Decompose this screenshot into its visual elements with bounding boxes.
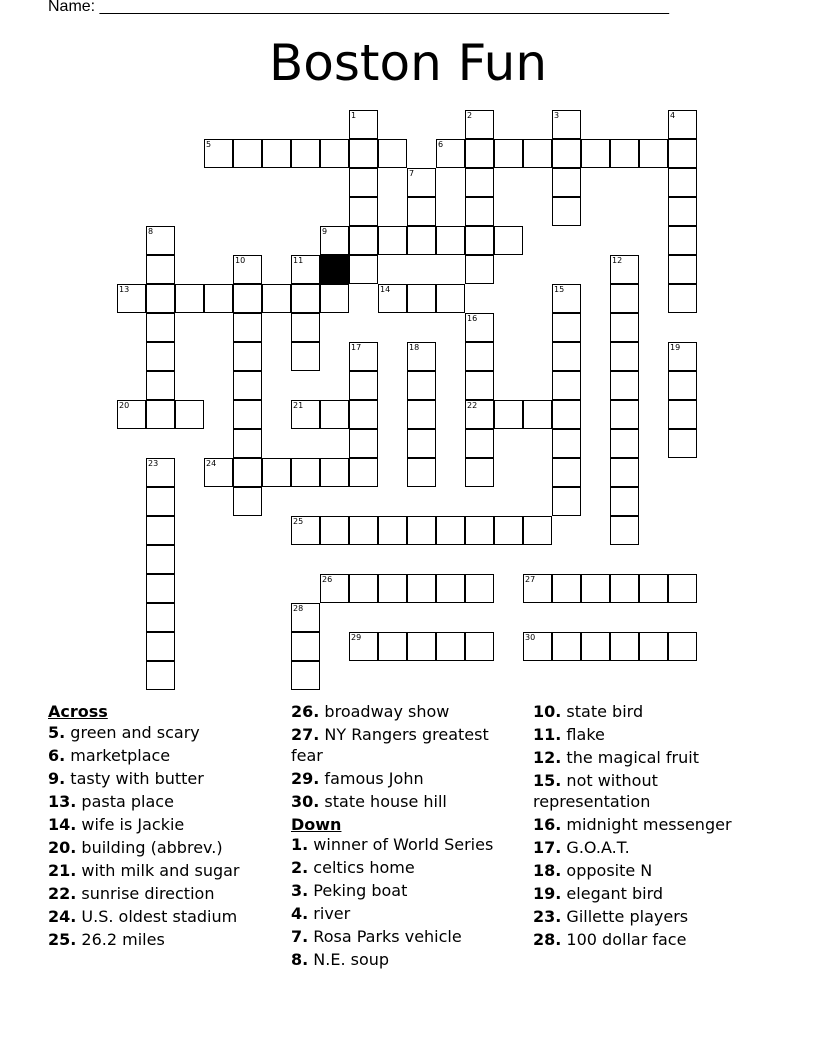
- clue-item-number: 22.: [48, 883, 77, 903]
- grid-cell[interactable]: [291, 255, 320, 284]
- grid-cell[interactable]: [465, 110, 494, 139]
- clue-number: 5: [206, 140, 212, 149]
- clue-number: 21: [293, 401, 304, 410]
- grid-cell[interactable]: [320, 458, 349, 487]
- clue-item-number: 25.: [48, 929, 77, 949]
- grid-cell[interactable]: [494, 516, 523, 545]
- grid-cell[interactable]: [668, 139, 697, 168]
- grid-cell[interactable]: [610, 632, 639, 661]
- grid-cell[interactable]: [610, 255, 639, 284]
- clue-number: 3: [554, 111, 560, 120]
- grid-cell[interactable]: [552, 284, 581, 313]
- clue-number: 6: [438, 140, 444, 149]
- grid-cell[interactable]: [668, 110, 697, 139]
- clue-item-text: elegant bird: [561, 883, 664, 903]
- grid-cell[interactable]: [552, 313, 581, 342]
- grid-cell[interactable]: [523, 632, 552, 661]
- grid-cell[interactable]: [378, 574, 407, 603]
- grid-cell[interactable]: [291, 603, 320, 632]
- grid-cell[interactable]: [262, 139, 291, 168]
- clue-item-number: 2.: [291, 858, 309, 877]
- grid-cell[interactable]: [233, 284, 262, 313]
- grid-cell[interactable]: [407, 226, 436, 255]
- clue-item-number: 14.: [48, 814, 77, 834]
- grid-cell[interactable]: [523, 139, 552, 168]
- grid-cell[interactable]: [581, 139, 610, 168]
- clue-item: [533, 861, 765, 882]
- clue-number: 12: [612, 256, 623, 265]
- clue-item-number: 12.: [533, 748, 562, 767]
- grid-cell[interactable]: [349, 574, 378, 603]
- clue-item-text: 100 dollar face: [561, 929, 687, 949]
- grid-cell[interactable]: [146, 661, 175, 690]
- grid-cell[interactable]: [465, 400, 494, 429]
- clue-item-text: tasty with butter: [65, 768, 204, 788]
- clue-item-text: not without representation: [533, 771, 658, 811]
- clue-item-text: NY Rangers greatest fear: [291, 725, 489, 765]
- grid-cell[interactable]: [407, 516, 436, 545]
- clue-item: [291, 835, 523, 856]
- clue-item: [533, 815, 765, 836]
- clue-number: 19: [670, 343, 681, 352]
- grid-cell[interactable]: [291, 632, 320, 661]
- clue-item: [533, 748, 765, 769]
- grid-cell[interactable]: [291, 313, 320, 342]
- grid-cell[interactable]: [465, 458, 494, 487]
- black-square: [320, 255, 349, 284]
- grid-cell[interactable]: [378, 632, 407, 661]
- grid-cell[interactable]: [349, 139, 378, 168]
- grid-cell[interactable]: [204, 139, 233, 168]
- grid-cell[interactable]: [320, 400, 349, 429]
- clue-item-number: 27.: [291, 725, 320, 744]
- clue-item-text: G.O.A.T.: [561, 837, 630, 857]
- clue-item: [533, 725, 765, 746]
- clue-item-number: 15.: [533, 771, 562, 790]
- grid-cell[interactable]: [436, 516, 465, 545]
- clue-item: [48, 907, 280, 928]
- clue-number: 2: [467, 111, 473, 120]
- grid-cell[interactable]: [639, 632, 668, 661]
- grid-cell[interactable]: [146, 574, 175, 603]
- clue-item: [291, 858, 523, 879]
- clue-number: 23: [148, 459, 159, 468]
- clue-number: 25: [293, 517, 304, 526]
- clue-item-number: 1.: [291, 835, 309, 854]
- clue-item-text: Rosa Parks vehicle: [308, 927, 462, 946]
- grid-cell[interactable]: [291, 400, 320, 429]
- clue-item: [291, 950, 523, 971]
- clue-item-text: midnight messenger: [561, 814, 732, 834]
- grid-cell[interactable]: [465, 342, 494, 371]
- grid-cell[interactable]: [233, 139, 262, 168]
- grid-cell[interactable]: [378, 139, 407, 168]
- clue-item-number: 28.: [533, 929, 562, 949]
- grid-cell[interactable]: [146, 545, 175, 574]
- clue-item-text: building (abbrev.): [76, 837, 223, 857]
- clue-item-number: 23.: [533, 906, 562, 926]
- grid-cell[interactable]: [291, 458, 320, 487]
- grid-cell[interactable]: [552, 168, 581, 197]
- grid-cell[interactable]: [349, 458, 378, 487]
- grid-cell[interactable]: [378, 516, 407, 545]
- grid-cell[interactable]: [233, 313, 262, 342]
- grid-cell[interactable]: [407, 284, 436, 313]
- grid-cell[interactable]: [668, 371, 697, 400]
- clue-item-number: 20.: [48, 837, 77, 857]
- grid-cell[interactable]: [610, 139, 639, 168]
- clue-item: [48, 769, 280, 790]
- grid-cell[interactable]: [320, 226, 349, 255]
- clue-item-number: 26.: [291, 702, 320, 721]
- grid-cell[interactable]: [436, 284, 465, 313]
- grid-cell[interactable]: [407, 429, 436, 458]
- clue-item-text: with milk and sugar: [76, 860, 240, 880]
- clue-item: [533, 771, 765, 812]
- grid-cell[interactable]: [349, 110, 378, 139]
- clue-column-3: [533, 702, 765, 953]
- grid-cell[interactable]: [494, 139, 523, 168]
- across-header: Across: [48, 702, 108, 721]
- grid-cell[interactable]: [146, 371, 175, 400]
- grid-cell[interactable]: [233, 429, 262, 458]
- grid-cell[interactable]: [349, 400, 378, 429]
- clue-item-number: 6.: [48, 745, 66, 765]
- grid-cell[interactable]: [262, 284, 291, 313]
- grid-cell[interactable]: [581, 632, 610, 661]
- grid-cell[interactable]: [407, 197, 436, 226]
- clue-item: [533, 884, 765, 905]
- clue-item-number: 8.: [291, 950, 309, 969]
- clue-item-number: 29.: [291, 768, 320, 788]
- clue-number: 29: [351, 633, 362, 642]
- grid-cell[interactable]: [668, 284, 697, 313]
- clue-item-number: 13.: [48, 791, 77, 811]
- clue-number: 30: [525, 633, 536, 642]
- clue-item-number: 19.: [533, 883, 562, 903]
- grid-cell[interactable]: [291, 139, 320, 168]
- clue-number: 16: [467, 314, 478, 323]
- grid-cell[interactable]: [610, 458, 639, 487]
- grid-cell[interactable]: [436, 574, 465, 603]
- clue-item-text: state house hill: [319, 791, 447, 811]
- grid-cell[interactable]: [378, 284, 407, 313]
- clue-item-text: the magical fruit: [561, 748, 699, 767]
- grid-cell[interactable]: [465, 371, 494, 400]
- clue-item-number: 3.: [291, 881, 309, 900]
- clue-item-number: 16.: [533, 814, 562, 834]
- clue-item-text: sunrise direction: [76, 883, 215, 903]
- grid-cell[interactable]: [552, 342, 581, 371]
- grid-cell[interactable]: [668, 429, 697, 458]
- grid-cell[interactable]: [523, 400, 552, 429]
- clue-item-text: green and scary: [65, 722, 200, 742]
- grid-cell[interactable]: [494, 226, 523, 255]
- clue-item: [48, 861, 280, 882]
- grid-cell[interactable]: [146, 400, 175, 429]
- clue-item: [291, 769, 523, 790]
- grid-cell[interactable]: [349, 429, 378, 458]
- grid-cell[interactable]: [668, 226, 697, 255]
- clue-item-text: N.E. soup: [308, 950, 390, 969]
- grid-cell[interactable]: [407, 168, 436, 197]
- clue-item-text: flake: [561, 725, 605, 744]
- grid-cell[interactable]: [552, 197, 581, 226]
- grid-cell[interactable]: [552, 632, 581, 661]
- clue-item-text: river: [308, 904, 351, 923]
- grid-cell[interactable]: [117, 284, 146, 313]
- clue-number: 13: [119, 285, 130, 294]
- grid-cell[interactable]: [117, 400, 146, 429]
- clue-item: [48, 930, 280, 951]
- grid-cell[interactable]: [610, 516, 639, 545]
- grid-cell[interactable]: [349, 197, 378, 226]
- clue-number: 14: [380, 285, 391, 294]
- clue-item-number: 30.: [291, 791, 320, 811]
- grid-cell[interactable]: [407, 632, 436, 661]
- grid-cell[interactable]: [552, 139, 581, 168]
- clue-item-number: 10.: [533, 702, 562, 721]
- clue-item-text: U.S. oldest stadium: [76, 906, 238, 926]
- clue-number: 7: [409, 169, 415, 178]
- grid-cell[interactable]: [349, 632, 378, 661]
- clue-item: [48, 792, 280, 813]
- grid-cell[interactable]: [349, 168, 378, 197]
- clue-item-text: famous John: [319, 768, 424, 788]
- clue-item-number: 9.: [48, 768, 66, 788]
- grid-cell[interactable]: [291, 516, 320, 545]
- clue-item-number: 4.: [291, 904, 309, 923]
- clue-item-number: 18.: [533, 860, 562, 880]
- clue-item: [48, 884, 280, 905]
- grid-cell[interactable]: [233, 255, 262, 284]
- clue-item-text: 26.2 miles: [76, 929, 165, 949]
- clue-number: 17: [351, 343, 362, 352]
- clue-number: 20: [119, 401, 130, 410]
- grid-cell[interactable]: [523, 574, 552, 603]
- clue-item: [291, 904, 523, 925]
- grid-cell[interactable]: [668, 632, 697, 661]
- grid-cell[interactable]: [668, 168, 697, 197]
- down-header: Down: [291, 814, 342, 834]
- clue-item-text: wife is Jackie: [76, 814, 185, 834]
- grid-cell[interactable]: [552, 110, 581, 139]
- clue-number: 26: [322, 575, 333, 584]
- grid-cell[interactable]: [610, 574, 639, 603]
- clue-item: [291, 792, 523, 813]
- grid-cell[interactable]: [407, 458, 436, 487]
- clue-number: 8: [148, 227, 154, 236]
- grid-cell[interactable]: [465, 429, 494, 458]
- grid-cell[interactable]: [465, 139, 494, 168]
- clue-item-text: pasta place: [76, 791, 174, 811]
- clue-column-1: [48, 702, 280, 953]
- grid-cell[interactable]: [146, 255, 175, 284]
- grid-cell[interactable]: [349, 342, 378, 371]
- grid-cell[interactable]: [146, 226, 175, 255]
- grid-cell[interactable]: [465, 168, 494, 197]
- clue-item-number: 17.: [533, 837, 562, 857]
- grid-cell[interactable]: [320, 284, 349, 313]
- grid-cell[interactable]: [610, 284, 639, 313]
- grid-cell[interactable]: [436, 226, 465, 255]
- grid-cell[interactable]: [407, 400, 436, 429]
- clue-number: 4: [670, 111, 676, 120]
- clue-item-text: Peking boat: [308, 881, 408, 900]
- grid-cell[interactable]: [610, 400, 639, 429]
- grid-cell[interactable]: [465, 313, 494, 342]
- grid-cell[interactable]: [610, 371, 639, 400]
- clue-item-number: 11.: [533, 725, 562, 744]
- grid-cell[interactable]: [552, 371, 581, 400]
- clue-item: [533, 930, 765, 951]
- page-title: Boston Fun: [268, 34, 548, 92]
- grid-cell[interactable]: [291, 342, 320, 371]
- clue-item: [291, 927, 523, 948]
- grid-cell[interactable]: [233, 487, 262, 516]
- grid-cell[interactable]: [523, 516, 552, 545]
- grid-cell[interactable]: [465, 574, 494, 603]
- clue-number: 11: [293, 256, 304, 265]
- clue-item: [291, 702, 523, 723]
- grid-cell[interactable]: [639, 139, 668, 168]
- grid-cell[interactable]: [291, 284, 320, 313]
- clue-item-text: celtics home: [308, 858, 415, 877]
- grid-cell[interactable]: [668, 400, 697, 429]
- grid-cell[interactable]: [349, 226, 378, 255]
- grid-cell[interactable]: [146, 342, 175, 371]
- clue-number: 27: [525, 575, 536, 584]
- grid-cell[interactable]: [233, 342, 262, 371]
- clue-item: [48, 723, 280, 744]
- grid-cell[interactable]: [233, 458, 262, 487]
- grid-cell[interactable]: [146, 632, 175, 661]
- clue-item: [533, 907, 765, 928]
- clue-item-number: 24.: [48, 906, 77, 926]
- grid-cell[interactable]: [465, 197, 494, 226]
- grid-cell[interactable]: [552, 574, 581, 603]
- grid-cell[interactable]: [146, 313, 175, 342]
- grid-cell[interactable]: [465, 255, 494, 284]
- clue-number: 9: [322, 227, 328, 236]
- grid-cell[interactable]: [407, 342, 436, 371]
- clue-item-text: broadway show: [319, 702, 450, 721]
- grid-cell[interactable]: [581, 574, 610, 603]
- grid-cell[interactable]: [436, 139, 465, 168]
- grid-cell[interactable]: [233, 371, 262, 400]
- grid-cell[interactable]: [146, 516, 175, 545]
- grid-cell[interactable]: [291, 661, 320, 690]
- grid-cell[interactable]: [320, 516, 349, 545]
- grid-cell[interactable]: [146, 284, 175, 313]
- grid-cell[interactable]: [668, 255, 697, 284]
- clue-item: [48, 746, 280, 767]
- grid-cell[interactable]: [407, 371, 436, 400]
- grid-cell[interactable]: [146, 487, 175, 516]
- clue-item-number: 21.: [48, 860, 77, 880]
- grid-cell[interactable]: [668, 197, 697, 226]
- clue-number: 24: [206, 459, 217, 468]
- grid-cell[interactable]: [436, 632, 465, 661]
- grid-cell[interactable]: [552, 458, 581, 487]
- grid-cell[interactable]: [668, 574, 697, 603]
- clue-number: 18: [409, 343, 420, 352]
- grid-cell[interactable]: [668, 342, 697, 371]
- grid-cell[interactable]: [349, 371, 378, 400]
- grid-cell[interactable]: [320, 139, 349, 168]
- clue-number: 22: [467, 401, 478, 410]
- clue-item: [48, 815, 280, 836]
- grid-cell[interactable]: [610, 342, 639, 371]
- grid-cell[interactable]: [465, 516, 494, 545]
- grid-cell[interactable]: [349, 516, 378, 545]
- grid-cell[interactable]: [494, 400, 523, 429]
- clue-number: 1: [351, 111, 357, 120]
- grid-cell[interactable]: [204, 458, 233, 487]
- grid-cell[interactable]: [407, 574, 436, 603]
- clue-item: [48, 838, 280, 859]
- grid-cell[interactable]: [146, 603, 175, 632]
- grid-cell[interactable]: [349, 255, 378, 284]
- clue-item-text: winner of World Series: [308, 835, 494, 854]
- clue-item: [533, 702, 765, 723]
- clue-item: [291, 725, 523, 766]
- grid-cell[interactable]: [610, 429, 639, 458]
- grid-cell[interactable]: [320, 574, 349, 603]
- grid-cell[interactable]: [552, 429, 581, 458]
- clue-item-number: 7.: [291, 927, 309, 946]
- name-field[interactable]: Name: ________________________________________________________________: [48, 0, 670, 15]
- grid-cell[interactable]: [610, 313, 639, 342]
- clue-item-text: state bird: [561, 702, 644, 721]
- grid-cell[interactable]: [146, 458, 175, 487]
- grid-cell[interactable]: [639, 574, 668, 603]
- clue-item: [533, 838, 765, 859]
- grid-cell[interactable]: [610, 487, 639, 516]
- grid-cell[interactable]: [465, 226, 494, 255]
- grid-cell[interactable]: [552, 487, 581, 516]
- clue-item-number: 5.: [48, 722, 66, 742]
- clue-item: [291, 881, 523, 902]
- clue-item-text: Gillette players: [561, 906, 689, 926]
- grid-cell[interactable]: [262, 458, 291, 487]
- grid-cell[interactable]: [175, 284, 204, 313]
- grid-cell[interactable]: [552, 400, 581, 429]
- clue-number: 15: [554, 285, 565, 294]
- grid-cell[interactable]: [175, 400, 204, 429]
- clue-item-text: opposite N: [561, 860, 653, 880]
- clue-item-text: marketplace: [65, 745, 171, 765]
- clue-number: 10: [235, 256, 246, 265]
- clue-number: 28: [293, 604, 304, 613]
- grid-cell[interactable]: [378, 226, 407, 255]
- clue-column-2: [291, 702, 523, 973]
- grid-cell[interactable]: [465, 632, 494, 661]
- grid-cell[interactable]: [204, 284, 233, 313]
- grid-cell[interactable]: [233, 400, 262, 429]
